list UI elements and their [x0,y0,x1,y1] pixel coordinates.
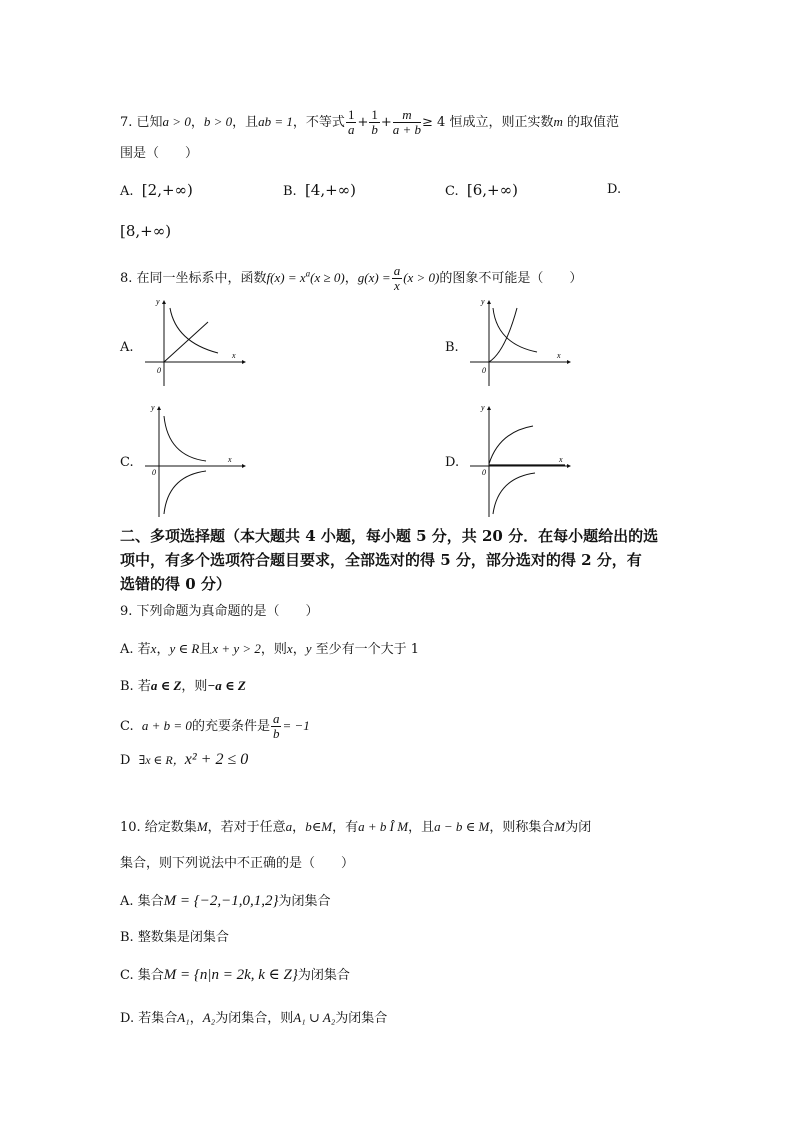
q8-graph-c [140,402,250,520]
curve-g [170,308,218,353]
q8-exp: a [305,268,311,279]
q7-prefix: 7. 已知 [120,115,163,130]
section2-line3: 选错的得 0 分） [120,575,231,593]
q8-option-b-label: B. [445,340,459,355]
svg-text:0: 0 [152,468,156,477]
svg-text:x: x [557,351,561,360]
q7-cond1: a > 0 [162,114,191,129]
q7-and: ，且 [232,115,259,130]
svg-text:y: y [151,403,155,412]
q7-suffix: 恒成立，则正实数 [449,115,554,130]
q7-cond3: ab = 1 [258,114,293,129]
q9-option-c: C. a + b = 0的充要条件是 $\frac{a}{b}$ = −1 [120,711,310,741]
q8-prefix: 8. 在同一坐标系中，函数 [120,271,267,286]
q10-option-b: B. 整数集是闭集合 [120,930,229,945]
curve-f [489,426,533,464]
q10-stem-line2: 集合，则下列说法中不正确的是（ ） [120,856,355,871]
curve-f [164,322,208,362]
q9-stem: 9. 下列命题为真命题的是（ ） [120,604,319,619]
svg-text:y: y [156,297,160,306]
svg-text:x: x [228,455,232,464]
q7-stem-line2: 围是（ ） [120,146,199,161]
curve-g-lower [164,471,206,514]
q7-frac1: $\frac{1}{a}$ [347,107,355,137]
q9-option-b: B. 若a ∈ Z，则−a ∈ Z [120,678,246,694]
q8-f: f(x) = x [266,270,306,285]
q8-option-a-label: A. [120,340,134,355]
q8-gdom: (x > 0) [403,270,440,285]
q7-ge: ≥ 4 [422,115,446,130]
q10-option-c: C. 集合M = {n|n = 2k, k ∈ Z}为闭集合 [120,967,350,983]
svg-text:y: y [481,297,485,306]
section2-line1: 二、多项选择题（本大题共 4 小题，每小题 5 分，共 20 分．在每小题给出的选 [120,527,659,545]
svg-text:0: 0 [482,468,486,477]
q7-option-a: A. [2,+∞) [120,181,193,199]
q8-suffix: 的图象不可能是（ ） [439,271,583,286]
q7-cond2: b > 0 [203,114,233,129]
svg-text:0: 0 [482,366,486,375]
q8-option-c-label: C. [120,455,134,470]
svg-text:x: x [232,351,236,360]
curve-f [489,308,517,362]
q9-option-a: A. 若x，y ∈ R且x + y > 2，则x，y 至少有一个大于 1 [120,641,420,657]
section2-line2: 项中，有多个选项符合题目要求，全部选对的得 5 分，部分选对的得 2 分，有 [120,551,642,569]
q8-stem: 8. 在同一坐标系中，函数$f(x) = x^a(x \ge 0)$，g(x) = $\frac{a}{x}$ (x > 0)的图象不可能是（ ） [120,263,583,293]
q8-option-d-label: D. [445,455,460,470]
q7-suffix2: 的取值范 [567,115,620,130]
curve-g-upper [164,416,206,461]
q8-graph-a [140,298,250,388]
q7-frac2: $\frac{1}{b}$ [371,107,378,137]
q7-stem-line1: 7. 已知a > 0，b > 0，且ab = 1，不等式 $\frac{1}{a}$ + $\frac{1}{b}$ + $\frac{m}{a + b}$ ≥ 4 恒成立，则正实数m 的取值范 [120,107,620,137]
q7-var: m [553,114,563,129]
q7-option-c: C. [6,+∞) [445,181,518,199]
q8-g: g(x) = [357,270,391,285]
q10-stem-line1: 10. 给定数集M，若对于任意a，b∈M，有a + b Î M，且a − b ∈ M，则称集合M为闭 [120,819,592,835]
q7-option-b: B. [4,+∞) [283,181,357,199]
q10-option-a: A. 集合M = {−2,−1,0,1,2}为闭集合 [120,893,331,909]
q7-option-d-value: [8,+∞) [120,222,172,240]
svg-text:x: x [559,455,563,464]
q8-fdom: (x ≥ 0) [310,270,345,285]
curve-g [493,473,535,514]
q9-option-d: D ∃x ∈ R，x² + 2 ≤ 0 [120,751,249,768]
svg-text:0: 0 [157,366,161,375]
q7-option-d-label: D. [607,182,622,197]
q7-frac3: $\frac{m}{a + b}$ [392,107,422,137]
q8-frac: $\frac{a}{x}$ [393,263,401,293]
svg-text:y: y [481,403,485,412]
q7-ineq-text: ，不等式 [292,115,345,130]
q8-graph-d [465,402,575,520]
q8-graph-b [465,298,575,388]
q10-option-d: D. 若集合A₁，A₂为闭集合，则A₁ ∪ A₂为闭集合 [120,1010,388,1026]
